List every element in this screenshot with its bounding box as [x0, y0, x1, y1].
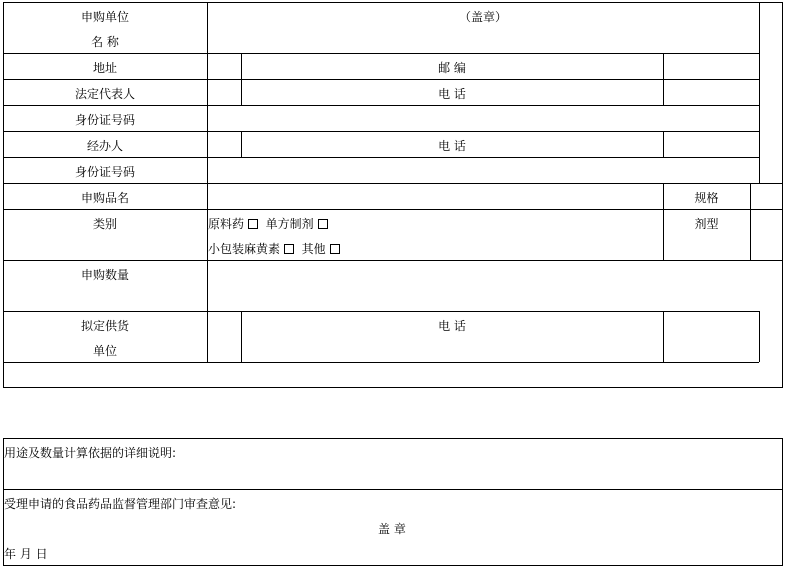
dosage-form-label: 剂型 [694, 217, 719, 231]
handler-phone-label: 电 话 [438, 139, 466, 153]
raw-material-checkbox[interactable] [248, 219, 258, 229]
spec-label: 规格 [694, 191, 719, 205]
applicant-unit-label: 申购单位 [80, 10, 129, 24]
seal-label: 盖 章 [378, 522, 406, 536]
supplier-unit-label: 单位 [92, 344, 117, 358]
row-divider [3, 489, 783, 490]
row-divider [3, 105, 759, 106]
col-divider [759, 311, 760, 362]
col-divider [759, 2, 760, 183]
postcode-label: 邮 编 [438, 61, 466, 75]
row-divider [3, 131, 759, 132]
legal-rep-phone-label: 电 话 [438, 87, 466, 101]
seal-note: （盖章） [458, 10, 507, 24]
address-label: 地址 [92, 61, 117, 75]
handler-label: 经办人 [86, 139, 123, 153]
quantity-label: 申购数量 [80, 268, 129, 282]
single-prep-checkbox[interactable] [318, 219, 328, 229]
row-divider [3, 79, 759, 80]
applicant-unit-name-label: 名 称 [91, 35, 119, 49]
row-divider [3, 209, 783, 210]
row-divider [3, 53, 759, 54]
id-number-label: 身份证号码 [74, 113, 135, 127]
category-single-prep-label: 单方制剂 [265, 217, 314, 231]
row-divider [3, 260, 783, 261]
other-checkbox[interactable] [330, 244, 340, 254]
usage-explanation-label: 用途及数量计算依据的详细说明: [4, 446, 177, 460]
row-divider [3, 311, 759, 312]
category-options-row-1 [208, 217, 328, 231]
col-divider [207, 2, 208, 362]
category-raw-material-label: 原料药 [208, 217, 245, 231]
handler-id-number-label: 身份证号码 [74, 165, 135, 179]
category-other-label: 其他 [301, 242, 326, 256]
date-label: 年 月 日 [4, 547, 48, 561]
category-options-row-2 [208, 242, 340, 256]
small-pack-checkbox[interactable] [284, 244, 294, 254]
col-divider [663, 311, 664, 362]
product-name-label: 申购品名 [80, 191, 129, 205]
row-divider [3, 157, 759, 158]
col-divider [663, 53, 664, 105]
supplier-label: 拟定供货 [80, 319, 129, 333]
col-divider [750, 183, 751, 260]
col-divider [663, 131, 664, 157]
legal-representative-label: 法定代表人 [74, 87, 135, 101]
category-small-pack-label: 小包装麻黄素 [208, 242, 281, 256]
category-label: 类别 [92, 217, 117, 231]
supplier-phone-label: 电 话 [438, 319, 466, 333]
review-opinion-label: 受理申请的食品药品监督管理部门审查意见: [4, 497, 237, 511]
row-divider [3, 183, 783, 184]
row-divider [3, 362, 759, 363]
